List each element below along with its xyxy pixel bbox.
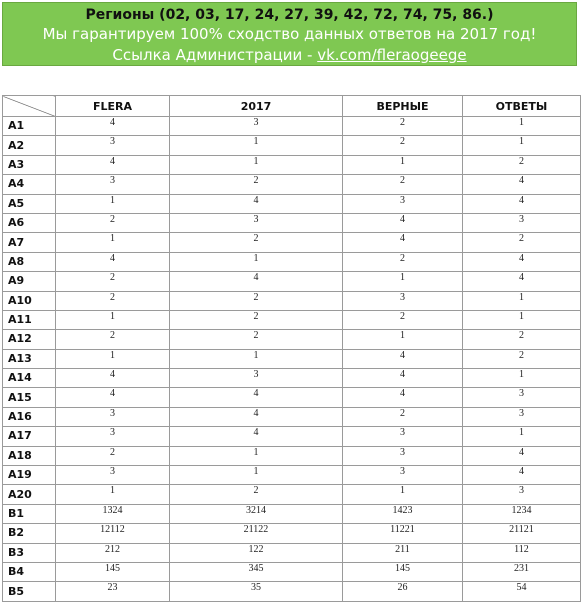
row-label: A15: [3, 388, 56, 407]
answer-cell: 1: [170, 252, 343, 271]
answer-cell: 2: [343, 310, 463, 329]
table-row: [3, 291, 581, 310]
answer-cell: 1234: [463, 504, 581, 523]
answer-cell: 3: [463, 388, 581, 407]
answer-cell: 2: [56, 291, 170, 310]
answer-cell: 1: [343, 485, 463, 504]
row-label: A1: [3, 117, 56, 136]
answer-cell: 2: [56, 446, 170, 465]
answer-cell: 1: [343, 330, 463, 349]
answer-cell: 4: [343, 349, 463, 368]
answer-cell: 112: [463, 543, 581, 562]
answer-cell: 11221: [343, 524, 463, 543]
guarantee-text: Мы гарантируем 100% сходство данных ответов на 2017 год!: [42, 25, 537, 43]
row-label: A4: [3, 175, 56, 194]
answer-cell: 4: [56, 369, 170, 388]
answer-cell: 231: [463, 562, 581, 581]
answer-cell: 2: [343, 136, 463, 155]
answer-cell: 3: [463, 485, 581, 504]
answer-cell: 1: [56, 349, 170, 368]
answer-cell: 3: [56, 466, 170, 485]
table-row: [3, 252, 581, 271]
answer-cell: 2: [170, 330, 343, 349]
answer-cell: 2: [343, 252, 463, 271]
answer-cell: 1: [170, 155, 343, 174]
answer-cell: 26: [343, 582, 463, 601]
row-label: B3: [3, 543, 56, 562]
answer-cell: 4: [463, 446, 581, 465]
answer-cell: 2: [170, 291, 343, 310]
answer-cell: 2: [170, 175, 343, 194]
answer-cell: 1324: [56, 504, 170, 523]
answer-cell: 2: [343, 117, 463, 136]
answer-cell: 3: [343, 427, 463, 446]
answer-cell: 1: [463, 136, 581, 155]
row-label: A12: [3, 330, 56, 349]
answer-cell: 3: [463, 213, 581, 232]
table-row: [3, 466, 581, 485]
answer-cell: 35: [170, 582, 343, 601]
answer-cell: 2: [56, 213, 170, 232]
row-label: A10: [3, 291, 56, 310]
table-row: [3, 427, 581, 446]
answer-cell: 3: [343, 446, 463, 465]
row-label: A9: [3, 272, 56, 291]
admin-link[interactable]: vk.com/fleraogeege: [317, 46, 467, 64]
row-label: B1: [3, 504, 56, 523]
answer-cell: 2: [463, 155, 581, 174]
answer-cell: 4: [343, 388, 463, 407]
table-row: [3, 349, 581, 368]
answer-cell: 1: [56, 485, 170, 504]
answer-cell: 1423: [343, 504, 463, 523]
answer-cell: 1: [56, 233, 170, 252]
row-label: A13: [3, 349, 56, 368]
answer-cell: 1: [463, 427, 581, 446]
row-label: B2: [3, 524, 56, 543]
answer-cell: 1: [463, 369, 581, 388]
answer-cell: 3: [170, 369, 343, 388]
answer-cell: 4: [343, 369, 463, 388]
answer-cell: 3: [343, 466, 463, 485]
answer-cell: 4: [343, 213, 463, 232]
answers-table: [2, 95, 581, 602]
answer-cell: 4: [170, 194, 343, 213]
row-label: A18: [3, 446, 56, 465]
answer-cell: 3: [56, 427, 170, 446]
admin-line: [3, 45, 576, 65]
answer-cell: 1: [170, 136, 343, 155]
answer-cell: 145: [56, 562, 170, 581]
answer-cell: 1: [56, 310, 170, 329]
row-label: A17: [3, 427, 56, 446]
admin-label: Ссылка Администрации -: [112, 46, 318, 64]
answer-cell: 3: [170, 117, 343, 136]
answer-cell: 1: [463, 310, 581, 329]
answer-cell: 2: [170, 485, 343, 504]
answer-cell: 2: [56, 272, 170, 291]
table-row: [3, 194, 581, 213]
answer-cell: 1: [170, 466, 343, 485]
answer-cell: 2: [170, 233, 343, 252]
answer-cell: 3: [56, 136, 170, 155]
row-label: A5: [3, 194, 56, 213]
answer-cell: 4: [170, 272, 343, 291]
answer-cell: 122: [170, 543, 343, 562]
answer-cell: 212: [56, 543, 170, 562]
answer-cell: 145: [343, 562, 463, 581]
answer-cell: 1: [56, 194, 170, 213]
column-header-verno: ВЕРНЫЕ: [343, 96, 463, 117]
answer-cell: 4: [463, 466, 581, 485]
answer-cell: 54: [463, 582, 581, 601]
answer-cell: 4: [170, 388, 343, 407]
table-row: [3, 524, 581, 543]
answer-cell: 2: [463, 349, 581, 368]
answer-cell: 2: [170, 310, 343, 329]
row-label: A3: [3, 155, 56, 174]
row-label: B4: [3, 562, 56, 581]
answer-cell: 2: [463, 233, 581, 252]
answer-cell: 2: [343, 407, 463, 426]
answer-cell: 345: [170, 562, 343, 581]
table-row: [3, 155, 581, 174]
row-label: A11: [3, 310, 56, 329]
row-label: B5: [3, 582, 56, 601]
table-row: [3, 446, 581, 465]
answer-cell: 4: [463, 175, 581, 194]
answer-cell: 21121: [463, 524, 581, 543]
answer-cell: 4: [463, 194, 581, 213]
answer-cell: 1: [170, 446, 343, 465]
answer-cell: 12112: [56, 524, 170, 543]
answer-cell: 4: [463, 272, 581, 291]
answer-cell: 211: [343, 543, 463, 562]
answer-cell: 3: [343, 194, 463, 213]
corner-cell: [3, 96, 56, 117]
answer-cell: 2: [343, 175, 463, 194]
answer-cell: 4: [56, 252, 170, 271]
answer-cell: 4: [56, 155, 170, 174]
answer-cell: 4: [463, 252, 581, 271]
table-body: [3, 117, 581, 602]
table-row: [3, 369, 581, 388]
table-row: [3, 562, 581, 581]
answer-cell: 3: [170, 213, 343, 232]
table-row: [3, 272, 581, 291]
answer-cell: 3: [56, 407, 170, 426]
row-label: A6: [3, 213, 56, 232]
answer-cell: 2: [463, 330, 581, 349]
table-row: [3, 582, 581, 601]
table-row: [3, 136, 581, 155]
table-row: [3, 485, 581, 504]
row-label: A2: [3, 136, 56, 155]
answer-cell: 1: [343, 155, 463, 174]
table-row: [3, 330, 581, 349]
column-header-2017: 2017: [170, 96, 343, 117]
table-row: [3, 407, 581, 426]
answer-cell: 3: [343, 291, 463, 310]
answer-cell: 3: [463, 407, 581, 426]
table-row: [3, 504, 581, 523]
answer-cell: 4: [343, 233, 463, 252]
table-row: [3, 310, 581, 329]
table-row: [3, 175, 581, 194]
answer-cell: 4: [56, 388, 170, 407]
answer-cell: 1: [170, 349, 343, 368]
answer-cell: 4: [170, 427, 343, 446]
answer-cell: 1: [463, 291, 581, 310]
table-row: [3, 213, 581, 232]
table-row: [3, 117, 581, 136]
answer-cell: 2: [56, 330, 170, 349]
column-header-otvety: ОТВЕТЫ: [463, 96, 581, 117]
regions-title: Регионы (02, 03, 17, 24, 27, 39, 42, 72, 74, 75, 86.): [85, 7, 494, 23]
answer-cell: 1: [463, 117, 581, 136]
answer-cell: 1: [343, 272, 463, 291]
table-row: [3, 388, 581, 407]
row-label: A8: [3, 252, 56, 271]
answer-cell: 3: [56, 175, 170, 194]
table-row: [3, 233, 581, 252]
answer-cell: 4: [56, 117, 170, 136]
answer-cell: 4: [170, 407, 343, 426]
table-row: [3, 543, 581, 562]
row-label: A20: [3, 485, 56, 504]
column-header-flera: FLERA: [56, 96, 170, 117]
answer-cell: 23: [56, 582, 170, 601]
row-label: A16: [3, 407, 56, 426]
header-row: [3, 96, 581, 117]
header-banner: [2, 2, 577, 66]
answer-cell: 3214: [170, 504, 343, 523]
row-label: A19: [3, 466, 56, 485]
answer-cell: 21122: [170, 524, 343, 543]
row-label: A7: [3, 233, 56, 252]
row-label: A14: [3, 369, 56, 388]
